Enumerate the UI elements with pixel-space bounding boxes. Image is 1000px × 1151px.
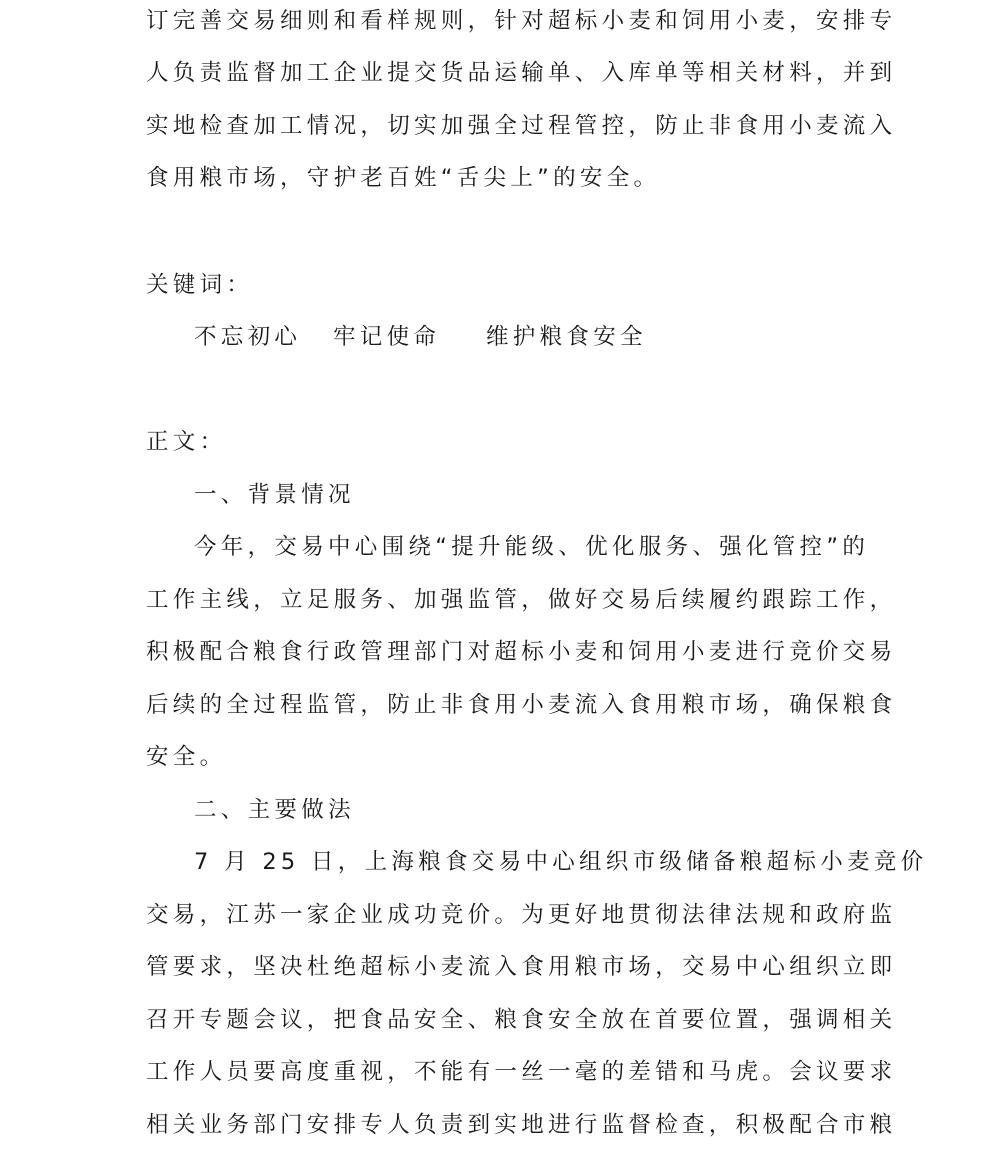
section1-line-5: 安全。	[146, 744, 227, 770]
keyword-item-2: 牢记使命	[333, 324, 441, 350]
section1-title: 一、背景情况	[194, 482, 355, 508]
keyword-item-1: 不忘初心	[194, 324, 302, 350]
section1-line-3: 积极配合粮食行政管理部门对超标小麦和饲用小麦进行竞价交易	[146, 639, 897, 665]
intro-line-4: 食用粮市场，守护老百姓“舌尖上”的安全。	[146, 165, 661, 191]
intro-line-1: 订完善交易细则和看样规则，针对超标小麦和饲用小麦，安排专	[146, 8, 897, 34]
section1-line-4: 后续的全过程监管，防止非食用小麦流入食用粮市场，确保粮食	[146, 692, 897, 718]
keyword-item-3: 维护粮食安全	[486, 324, 647, 350]
section2-line-4: 召开专题会议，把食品安全、粮食安全放在首要位置，强调相关	[146, 1007, 897, 1033]
section1-line-2: 工作主线，立足服务、加强监管，做好交易后续履约跟踪工作，	[146, 587, 897, 613]
section2-line-1: 7 月 25 日，上海粮食交易中心组织市级储备粮超标小麦竞价	[194, 849, 928, 875]
keywords-heading: 关键词：	[146, 272, 254, 298]
section2-line-6: 相关业务部门安排专人负责到实地进行监督检查，积极配合市粮	[146, 1112, 897, 1138]
section1-line-1: 今年，交易中心围绕“提升能级、优化服务、强化管控”的	[194, 534, 870, 560]
section2-line-5: 工作人员要高度重视，不能有一丝一毫的差错和马虎。会议要求	[146, 1059, 897, 1085]
body-heading: 正文：	[146, 429, 227, 455]
section2-title: 二、主要做法	[194, 797, 355, 823]
section2-line-3: 管要求，坚决杜绝超标小麦流入食用粮市场，交易中心组织立即	[146, 954, 897, 980]
intro-line-2: 人负责监督加工企业提交货品运输单、入库单等相关材料，并到	[146, 60, 897, 86]
section2-line-2: 交易，江苏一家企业成功竞价。为更好地贯彻法律法规和政府监	[146, 902, 897, 928]
intro-line-3: 实地检查加工情况，切实加强全过程管控，防止非食用小麦流入	[146, 113, 897, 139]
